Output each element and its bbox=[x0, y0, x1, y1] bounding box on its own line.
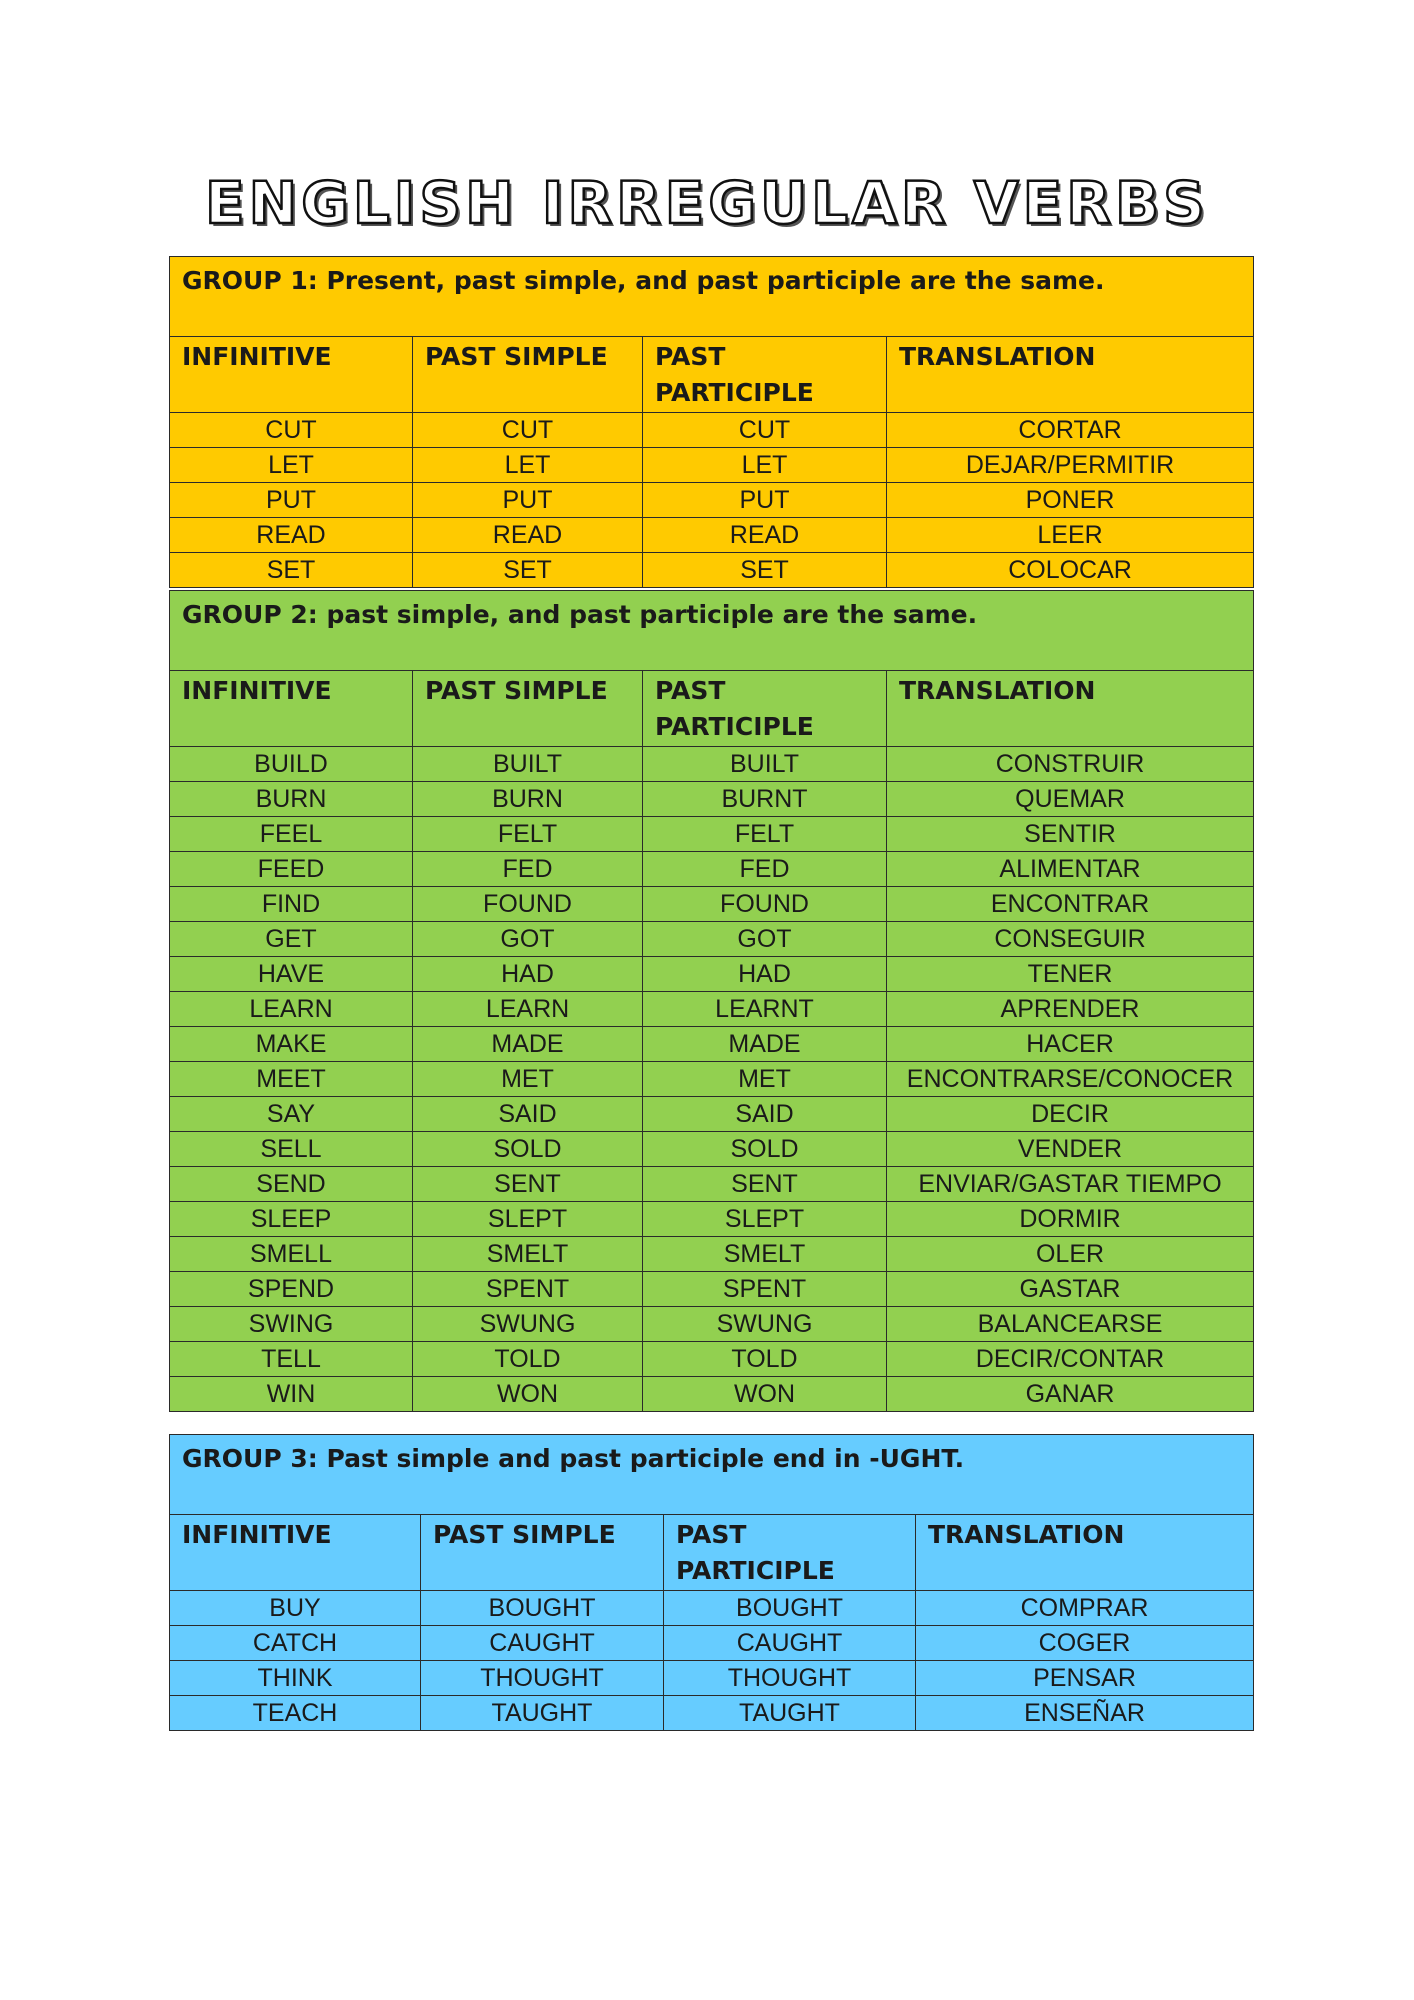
past-participle-cell: BOUGHT bbox=[664, 1591, 916, 1626]
translation-cell: GASTAR bbox=[887, 1272, 1254, 1307]
verb-row bbox=[170, 1342, 1254, 1377]
column-header-past-participle: PAST PARTICIPLE bbox=[643, 337, 887, 413]
group-title-row bbox=[170, 1435, 1254, 1515]
verb-row bbox=[170, 992, 1254, 1027]
infinitive-cell: HAVE bbox=[170, 957, 413, 992]
past-simple-cell: TAUGHT bbox=[421, 1696, 664, 1731]
past-simple-cell: TOLD bbox=[413, 1342, 643, 1377]
verb-row bbox=[170, 483, 1254, 518]
verb-row bbox=[170, 553, 1254, 588]
past-simple-cell: SAID bbox=[413, 1097, 643, 1132]
infinitive-cell: SPEND bbox=[170, 1272, 413, 1307]
infinitive-cell: SMELL bbox=[170, 1237, 413, 1272]
past-simple-cell: SLEPT bbox=[413, 1202, 643, 1237]
translation-cell: COLOCAR bbox=[887, 553, 1254, 588]
translation-cell: PONER bbox=[887, 483, 1254, 518]
infinitive-cell: SELL bbox=[170, 1132, 413, 1167]
past-participle-cell: SOLD bbox=[643, 1132, 887, 1167]
header-row bbox=[170, 671, 1254, 747]
verb-row bbox=[170, 1591, 1254, 1626]
infinitive-cell: TEACH bbox=[170, 1696, 421, 1731]
column-header-translation: TRANSLATION bbox=[887, 337, 1254, 413]
past-participle-cell: FELT bbox=[643, 817, 887, 852]
infinitive-cell: BUILD bbox=[170, 747, 413, 782]
verb-row bbox=[170, 922, 1254, 957]
column-header-infinitive: INFINITIVE bbox=[170, 337, 413, 413]
past-simple-cell: CUT bbox=[413, 413, 643, 448]
group-title: GROUP 2: past simple, and past participle are the same. bbox=[170, 591, 1254, 671]
translation-cell: CONSEGUIR bbox=[887, 922, 1254, 957]
infinitive-cell: CUT bbox=[170, 413, 413, 448]
infinitive-cell: SEND bbox=[170, 1167, 413, 1202]
verb-row bbox=[170, 1307, 1254, 1342]
verb-row bbox=[170, 413, 1254, 448]
past-simple-cell: WON bbox=[413, 1377, 643, 1412]
verb-row bbox=[170, 1097, 1254, 1132]
past-participle-cell: SMELT bbox=[643, 1237, 887, 1272]
infinitive-cell: READ bbox=[170, 518, 413, 553]
verb-row bbox=[170, 817, 1254, 852]
past-participle-cell: TOLD bbox=[643, 1342, 887, 1377]
verb-row bbox=[170, 887, 1254, 922]
infinitive-cell: FEED bbox=[170, 852, 413, 887]
infinitive-cell: MEET bbox=[170, 1062, 413, 1097]
verb-row bbox=[170, 1626, 1254, 1661]
past-simple-cell: CAUGHT bbox=[421, 1626, 664, 1661]
infinitive-cell: WIN bbox=[170, 1377, 413, 1412]
past-participle-cell: BUILT bbox=[643, 747, 887, 782]
infinitive-cell: PUT bbox=[170, 483, 413, 518]
verb-row bbox=[170, 747, 1254, 782]
translation-cell: BALANCEARSE bbox=[887, 1307, 1254, 1342]
column-header-past-participle: PAST PARTICIPLE bbox=[643, 671, 887, 747]
translation-cell: ENCONTRAR bbox=[887, 887, 1254, 922]
past-participle-cell: SLEPT bbox=[643, 1202, 887, 1237]
past-simple-cell: THOUGHT bbox=[421, 1661, 664, 1696]
past-participle-cell: MADE bbox=[643, 1027, 887, 1062]
past-simple-cell: SPENT bbox=[413, 1272, 643, 1307]
translation-cell: DECIR bbox=[887, 1097, 1254, 1132]
infinitive-cell: THINK bbox=[170, 1661, 421, 1696]
translation-cell: SENTIR bbox=[887, 817, 1254, 852]
past-simple-cell: LEARN bbox=[413, 992, 643, 1027]
verb-row bbox=[170, 1661, 1254, 1696]
verb-row bbox=[170, 957, 1254, 992]
page-title: ENGLISH IRREGULAR VERBS bbox=[205, 169, 1209, 237]
past-participle-cell: BURNT bbox=[643, 782, 887, 817]
header-row bbox=[170, 1515, 1254, 1591]
infinitive-cell: LEARN bbox=[170, 992, 413, 1027]
past-simple-cell: MADE bbox=[413, 1027, 643, 1062]
translation-cell: CORTAR bbox=[887, 413, 1254, 448]
infinitive-cell: SWING bbox=[170, 1307, 413, 1342]
past-simple-cell: FOUND bbox=[413, 887, 643, 922]
translation-cell: DEJAR/PERMITIR bbox=[887, 448, 1254, 483]
past-participle-cell: CUT bbox=[643, 413, 887, 448]
group-title: GROUP 1: Present, past simple, and past participle are the same. bbox=[170, 257, 1254, 337]
past-simple-cell: HAD bbox=[413, 957, 643, 992]
translation-cell: LEER bbox=[887, 518, 1254, 553]
past-participle-cell: SWUNG bbox=[643, 1307, 887, 1342]
translation-cell: ALIMENTAR bbox=[887, 852, 1254, 887]
translation-cell: APRENDER bbox=[887, 992, 1254, 1027]
infinitive-cell: FIND bbox=[170, 887, 413, 922]
translation-cell: DECIR/CONTAR bbox=[887, 1342, 1254, 1377]
translation-cell: PENSAR bbox=[916, 1661, 1254, 1696]
past-simple-cell: PUT bbox=[413, 483, 643, 518]
group-3-table bbox=[169, 1434, 1254, 1731]
translation-cell: COGER bbox=[916, 1626, 1254, 1661]
past-participle-cell: PUT bbox=[643, 483, 887, 518]
past-participle-cell: CAUGHT bbox=[664, 1626, 916, 1661]
column-header-translation: TRANSLATION bbox=[916, 1515, 1254, 1591]
infinitive-cell: SET bbox=[170, 553, 413, 588]
column-header-past-participle: PAST PARTICIPLE bbox=[664, 1515, 916, 1591]
translation-cell: ENCONTRARSE/CONOCER bbox=[887, 1062, 1254, 1097]
verb-row bbox=[170, 782, 1254, 817]
infinitive-cell: FEEL bbox=[170, 817, 413, 852]
past-participle-cell: LET bbox=[643, 448, 887, 483]
past-simple-cell: SET bbox=[413, 553, 643, 588]
past-participle-cell: WON bbox=[643, 1377, 887, 1412]
column-header-past-simple: PAST SIMPLE bbox=[421, 1515, 664, 1591]
translation-cell: QUEMAR bbox=[887, 782, 1254, 817]
past-simple-cell: SMELT bbox=[413, 1237, 643, 1272]
verb-row bbox=[170, 1062, 1254, 1097]
infinitive-cell: LET bbox=[170, 448, 413, 483]
infinitive-cell: CATCH bbox=[170, 1626, 421, 1661]
past-simple-cell: SOLD bbox=[413, 1132, 643, 1167]
group-1-table bbox=[169, 256, 1254, 588]
verb-row bbox=[170, 1237, 1254, 1272]
past-participle-cell: SPENT bbox=[643, 1272, 887, 1307]
infinitive-cell: GET bbox=[170, 922, 413, 957]
header-row bbox=[170, 337, 1254, 413]
infinitive-cell: MAKE bbox=[170, 1027, 413, 1062]
group-rows bbox=[170, 413, 1254, 588]
group-title-row bbox=[170, 591, 1254, 671]
translation-cell: ENVIAR/GASTAR TIEMPO bbox=[887, 1167, 1254, 1202]
column-header-infinitive: INFINITIVE bbox=[170, 1515, 421, 1591]
verb-row bbox=[170, 448, 1254, 483]
group-rows bbox=[170, 1591, 1254, 1731]
verb-row bbox=[170, 1272, 1254, 1307]
past-participle-cell: MET bbox=[643, 1062, 887, 1097]
column-header-past-simple: PAST SIMPLE bbox=[413, 671, 643, 747]
translation-cell: VENDER bbox=[887, 1132, 1254, 1167]
translation-cell: OLER bbox=[887, 1237, 1254, 1272]
past-participle-cell: THOUGHT bbox=[664, 1661, 916, 1696]
column-header-infinitive: INFINITIVE bbox=[170, 671, 413, 747]
past-participle-cell: FOUND bbox=[643, 887, 887, 922]
past-participle-cell: LEARNT bbox=[643, 992, 887, 1027]
past-participle-cell: TAUGHT bbox=[664, 1696, 916, 1731]
verb-row bbox=[170, 1132, 1254, 1167]
group-title-row bbox=[170, 257, 1254, 337]
past-simple-cell: FELT bbox=[413, 817, 643, 852]
infinitive-cell: BURN bbox=[170, 782, 413, 817]
translation-cell: TENER bbox=[887, 957, 1254, 992]
past-simple-cell: GOT bbox=[413, 922, 643, 957]
past-simple-cell: BOUGHT bbox=[421, 1591, 664, 1626]
past-participle-cell: GOT bbox=[643, 922, 887, 957]
translation-cell: CONSTRUIR bbox=[887, 747, 1254, 782]
translation-cell: HACER bbox=[887, 1027, 1254, 1062]
past-participle-cell: READ bbox=[643, 518, 887, 553]
past-simple-cell: BUILT bbox=[413, 747, 643, 782]
translation-cell: DORMIR bbox=[887, 1202, 1254, 1237]
past-simple-cell: MET bbox=[413, 1062, 643, 1097]
past-simple-cell: SWUNG bbox=[413, 1307, 643, 1342]
verb-row bbox=[170, 1377, 1254, 1412]
verb-row bbox=[170, 1696, 1254, 1731]
translation-cell: GANAR bbox=[887, 1377, 1254, 1412]
past-simple-cell: LET bbox=[413, 448, 643, 483]
translation-cell: ENSEÑAR bbox=[916, 1696, 1254, 1731]
past-participle-cell: HAD bbox=[643, 957, 887, 992]
verb-row bbox=[170, 1202, 1254, 1237]
group-2-table bbox=[169, 590, 1254, 1412]
infinitive-cell: SLEEP bbox=[170, 1202, 413, 1237]
past-participle-cell: SAID bbox=[643, 1097, 887, 1132]
past-simple-cell: SENT bbox=[413, 1167, 643, 1202]
group-rows bbox=[170, 747, 1254, 1412]
past-participle-cell: SENT bbox=[643, 1167, 887, 1202]
infinitive-cell: BUY bbox=[170, 1591, 421, 1626]
past-simple-cell: BURN bbox=[413, 782, 643, 817]
verb-row bbox=[170, 1167, 1254, 1202]
infinitive-cell: SAY bbox=[170, 1097, 413, 1132]
verb-row bbox=[170, 518, 1254, 553]
column-header-translation: TRANSLATION bbox=[887, 671, 1254, 747]
past-participle-cell: FED bbox=[643, 852, 887, 887]
past-simple-cell: FED bbox=[413, 852, 643, 887]
past-simple-cell: READ bbox=[413, 518, 643, 553]
verb-row bbox=[170, 852, 1254, 887]
infinitive-cell: TELL bbox=[170, 1342, 413, 1377]
column-header-past-simple: PAST SIMPLE bbox=[413, 337, 643, 413]
translation-cell: COMPRAR bbox=[916, 1591, 1254, 1626]
past-participle-cell: SET bbox=[643, 553, 887, 588]
verb-row bbox=[170, 1027, 1254, 1062]
group-title: GROUP 3: Past simple and past participle end in -UGHT. bbox=[170, 1435, 1254, 1515]
